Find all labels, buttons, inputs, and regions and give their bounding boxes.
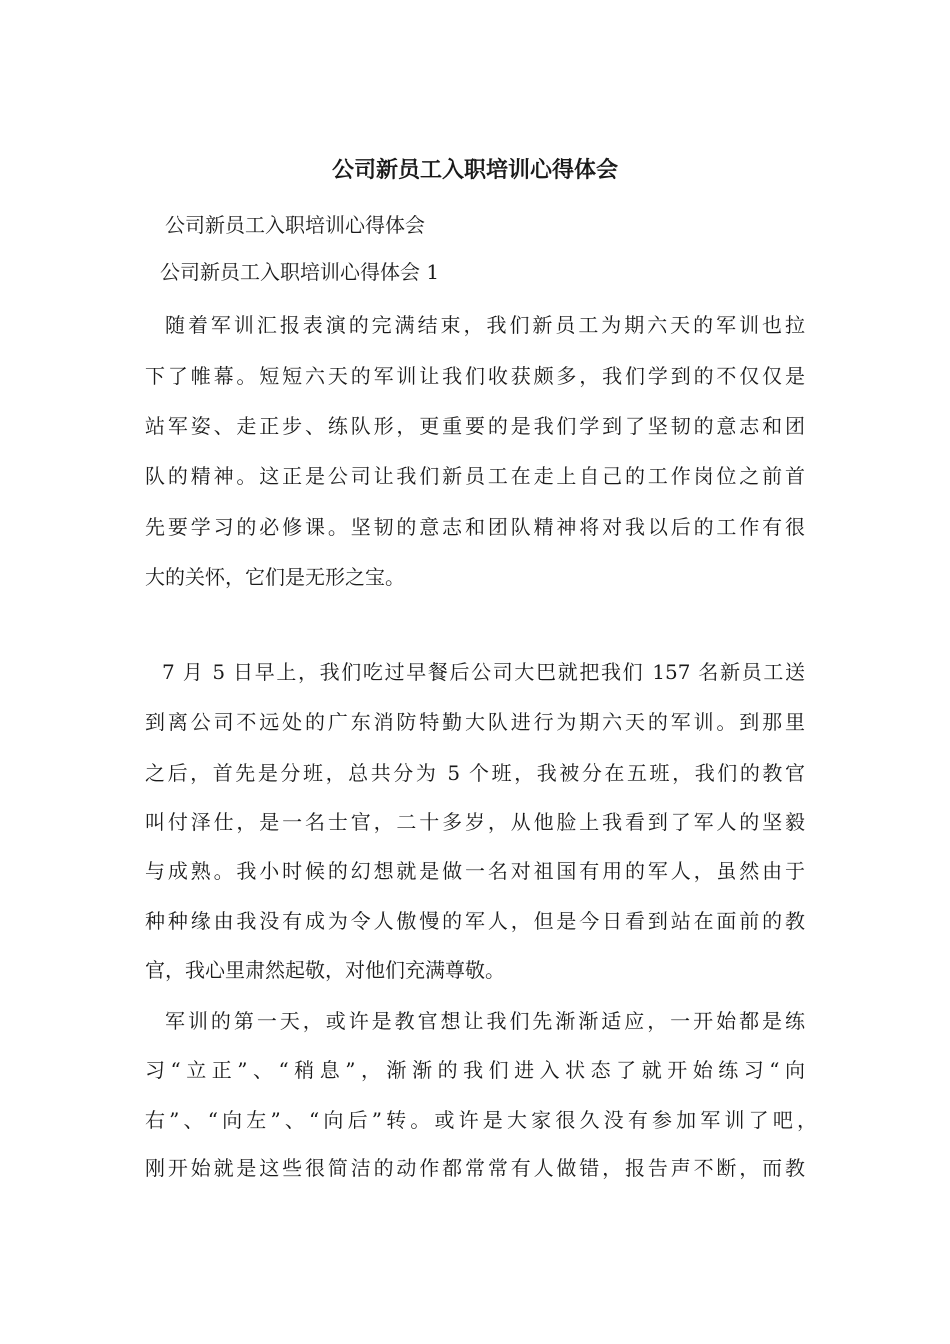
paragraph-line: 7 月 5 日早上，我们吃过早餐后公司大巴就把我们 157 名新员工送 — [162, 660, 805, 684]
paragraph-line: 先要学习的必修课。坚韧的意志和团队精神将对我以后的工作有很 — [145, 515, 805, 539]
paragraph-line: 官，我心里肃然起敬，对他们充满尊敬。 — [145, 958, 505, 982]
paragraph-line: 刚开始就是这些很简洁的动作都常常有人做错，报告声不断，而教 — [145, 1156, 805, 1180]
paragraph-line: 随着军训汇报表演的完满结束，我们新员工为期六天的军训也拉 — [165, 313, 805, 337]
paragraph-line: 下了帷幕。短短六天的军训让我们收获颇多，我们学到的不仅仅是 — [145, 364, 805, 388]
paragraph-line: 军训的第一天，或许是教官想让我们先渐渐适应，一开始都是练 — [165, 1009, 805, 1033]
paragraph-line: 之后，首先是分班，总共分为 5 个班，我被分在五班，我们的教官 — [145, 761, 805, 785]
paragraph-line: 站军姿、走正步、练队形，更重要的是我们学到了坚韧的意志和团 — [145, 414, 805, 438]
paragraph-line: 习“立正”、“稍息”，渐渐的我们进入状态了就开始练习“向 — [145, 1058, 805, 1082]
paragraph-line: 大的关怀，它们是无形之宝。 — [145, 565, 405, 589]
section-heading: 公司新员工入职培训心得体会 1 — [160, 260, 440, 284]
paragraph-line: 叫付泽仕，是一名士官，二十多岁，从他脸上我看到了军人的坚毅 — [145, 810, 805, 834]
document-subtitle: 公司新员工入职培训心得体会 — [165, 213, 425, 237]
paragraph-line: 队的精神。这正是公司让我们新员工在走上自己的工作岗位之前首 — [145, 464, 805, 488]
paragraph-line: 到离公司不远处的广东消防特勤大队进行为期六天的军训。到那里 — [145, 710, 805, 734]
paragraph-line: 与成熟。我小时候的幻想就是做一名对祖国有用的军人，虽然由于 — [145, 859, 805, 883]
document-title: 公司新员工入职培训心得体会 — [331, 157, 618, 183]
paragraph-line: 种种缘由我没有成为令人傲慢的军人，但是今日看到站在面前的教 — [145, 909, 805, 933]
paragraph-line: 右”、“向左”、“向后”转。或许是大家很久没有参加军训了吧， — [145, 1108, 817, 1132]
